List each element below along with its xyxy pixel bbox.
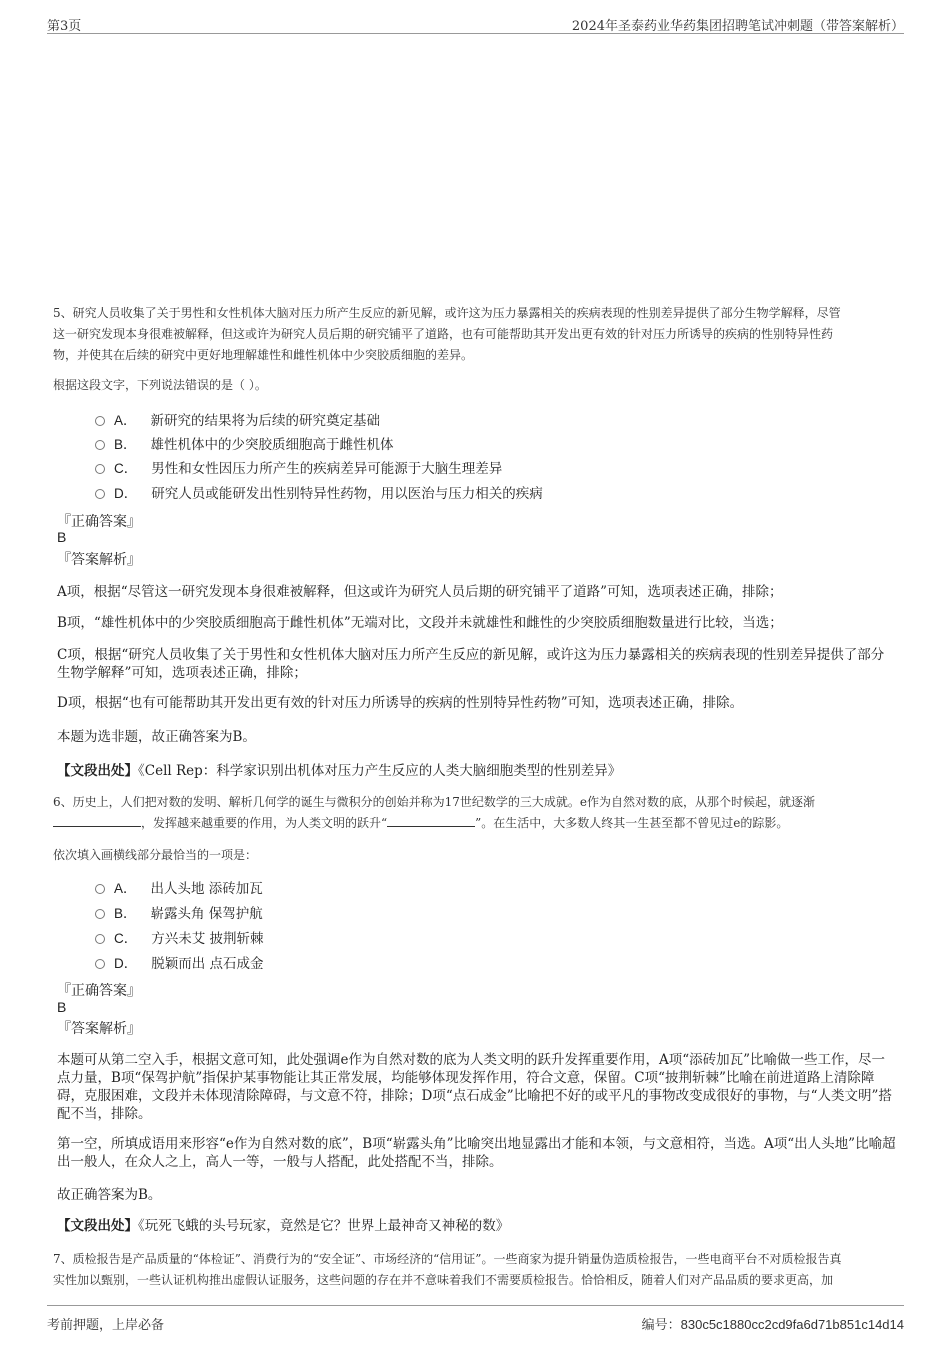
q5-option-b[interactable] (95, 433, 394, 453)
stem-line: 6、历史上，人们把对数的发明、解析几何学的诞生与微积分的创始并称为17世纪数学的三大成就。e作为自然对数的底，从那个时候起，就逐渐 (53, 795, 816, 809)
q5-analysis-c: C项，根据“研究人员收集了关于男性和女性机体大脑对压力所产生反应的新见解，或许这为压力暴露相关的疾病表现的性别差异提供了部分生物学解释”可知，选项表述正确，排除； (57, 647, 885, 681)
document-id (642, 1314, 904, 1333)
radio-icon[interactable] (95, 959, 105, 969)
question-6-prompt: 依次填入画横线部分最恰当的一项是： (53, 848, 258, 862)
q6-option-c[interactable] (95, 927, 264, 947)
option-label: C． (114, 461, 138, 476)
option-text: 脱颖而出 点石成金 (151, 956, 264, 972)
q5-analysis-d: D项，根据“也有可能帮助其开发出更有效的针对压力所诱导的疾病的性别特异性药物”可知，选项表述正确，排除。 (57, 695, 744, 711)
stem-line: 7、质检报告是产品质量的“体检证”、消费行为的“安全证”、市场经济的“信用证”。一些商家为提升销量伪造质检报告，一些电商平台不对质检报告真 (53, 1252, 842, 1266)
radio-icon[interactable] (95, 440, 105, 450)
question-6-stem (53, 792, 898, 834)
option-text: 崭露头角 保驾护航 (150, 906, 263, 922)
question-7-stem (53, 1249, 898, 1291)
source-tag: 【文段出处】 (57, 763, 138, 779)
q5-option-d[interactable] (95, 482, 543, 502)
stem-line: 物，并使其在后续的研究中更好地理解雄性和雌性机体中少突胶质细胞的差异。 (53, 348, 474, 362)
option-text: 出人头地 添砖加瓦 (150, 881, 263, 897)
id-value: 830c5c1880cc2cd9fa6d71b851c14d14 (680, 1317, 904, 1332)
radio-icon[interactable] (95, 884, 105, 894)
q5-answer: B (57, 529, 67, 545)
radio-icon[interactable] (95, 909, 105, 919)
option-label: D． (114, 486, 138, 501)
fill-blank-1[interactable] (53, 814, 141, 827)
footer-slogan: 考前押题，上岸必备 (47, 1318, 165, 1333)
page-header (47, 13, 904, 34)
q5-answer-heading: 『正确答案』 (57, 514, 141, 530)
q5-option-c[interactable] (95, 457, 502, 477)
option-text: 男性和女性因压力所产生的疾病差异可能源于大脑生理差异 (151, 461, 503, 477)
stem-part: ”。在生活中，大多数人终其一生甚至都不曾见过e的踪影。 (475, 816, 789, 830)
document-title: 2024年圣泰药业华药集团招聘笔试冲刺题（带答案解析） (571, 19, 904, 34)
stem-line-2 (53, 813, 898, 834)
radio-icon[interactable] (95, 416, 105, 426)
q5-analysis-heading: 『答案解析』 (57, 552, 141, 568)
q6-analysis-1: 本题可从第二空入手，根据文意可知，此处强调e作为自然对数的底为人类文明的跃升发挥重要作用，A项“添砖加瓦”比喻做一些工作，尽一点力量，B项“保驾护航”指保护某事物能让其正常发展，均能够体现发挥作用，符合文意，保留。C项“披荆斩棘”比喻在前进道路上清除障碍，克服困难，文段并未体现清除障碍，与文意不符，排除；D项“点石成金”比喻把不好的或平凡的事物改变成很好的事物，与“人类文明”搭配不当，排除。 (57, 1052, 892, 1122)
q6-option-d[interactable] (95, 952, 264, 972)
option-label: A． (114, 413, 137, 428)
option-label: B． (114, 906, 137, 921)
option-label: B． (114, 437, 137, 452)
q5-analysis-b: B项，“雄性机体中的少突胶质细胞高于雌性机体”无端对比，文段并未就雄性和雌性的少突胶质细胞数量进行比较，当选； (57, 615, 783, 631)
option-label: C． (114, 931, 138, 946)
q6-option-b[interactable] (95, 902, 263, 922)
q6-answer: B (57, 999, 67, 1015)
stem-line: 实性加以甄别，一些认证机构推出虚假认证服务，这些问题的存在并不意味着我们不需要质检报告。恰恰相反，随着人们对产品品质的要求更高，加 (53, 1273, 834, 1287)
page-footer (47, 1305, 904, 1332)
option-text: 方兴未艾 披荆斩棘 (151, 931, 264, 947)
source-title: 《玩死飞蛾的头号玩家，竟然是它？世界上最神奇又神秘的数》 (138, 1218, 510, 1234)
source-title: 《Cell Rep：科学家识别出机体对压力产生反应的人类大脑细胞类型的性别差异》 (138, 763, 622, 779)
q5-conclusion: 本题为选非题，故正确答案为B。 (57, 729, 256, 745)
question-5-prompt: 根据这段文字，下列说法错误的是（ ）。 (53, 378, 267, 392)
id-label: 编号： (641, 1318, 681, 1333)
radio-icon[interactable] (95, 934, 105, 944)
q5-analysis-a: A项，根据“尽管这一研究发现本身很难被解释，但这或许为研究人员后期的研究铺平了道路”可知，选项表述正确，排除； (57, 584, 783, 600)
question-5-stem (53, 303, 898, 366)
source-tag: 【文段出处】 (57, 1218, 138, 1234)
q6-conclusion: 故正确答案为B。 (57, 1187, 162, 1203)
stem-line: 5、研究人员收集了关于男性和女性机体大脑对压力所产生反应的新见解，或许这为压力暴露相关的疾病表现的性别差异提供了部分生物学解释，尽管 (53, 306, 841, 320)
fill-blank-2[interactable] (387, 814, 475, 827)
q6-source (57, 1217, 897, 1235)
q6-analysis-2: 第一空，所填成语用来形容“e作为自然对数的底”，B项“崭露头角”比喻突出地显露出才能和本领，与文意相符，当选。A项“出人头地”比喻超出一般人，在众人之上，高人一等，一般与人搭配，此处搭配不当，排除。 (57, 1136, 896, 1170)
radio-icon[interactable] (95, 489, 105, 499)
q5-source (57, 762, 897, 780)
stem-part: ，发挥越来越重要的作用，为人类文明的跃升“ (141, 816, 388, 830)
q6-analysis-heading: 『答案解析』 (57, 1021, 141, 1037)
option-text: 研究人员或能研发出性别特异性药物，用以医治与压力相关的疾病 (151, 486, 543, 502)
q6-answer-heading: 『正确答案』 (57, 983, 141, 999)
option-text: 雄性机体中的少突胶质细胞高于雌性机体 (150, 437, 394, 453)
page-number: 第3页 (47, 19, 82, 34)
option-text: 新研究的结果将为后续的研究奠定基础 (150, 413, 381, 429)
q6-option-a[interactable] (95, 877, 263, 897)
option-label: A． (114, 881, 137, 896)
stem-line: 这一研究发现本身很难被解释，但这或许为研究人员后期的研究铺平了道路，也有可能帮助其开发出更有效的针对压力所诱导的疾病的性别特异性药 (53, 327, 834, 341)
option-label: D． (114, 956, 138, 971)
q5-option-a[interactable] (95, 409, 380, 429)
radio-icon[interactable] (95, 464, 105, 474)
